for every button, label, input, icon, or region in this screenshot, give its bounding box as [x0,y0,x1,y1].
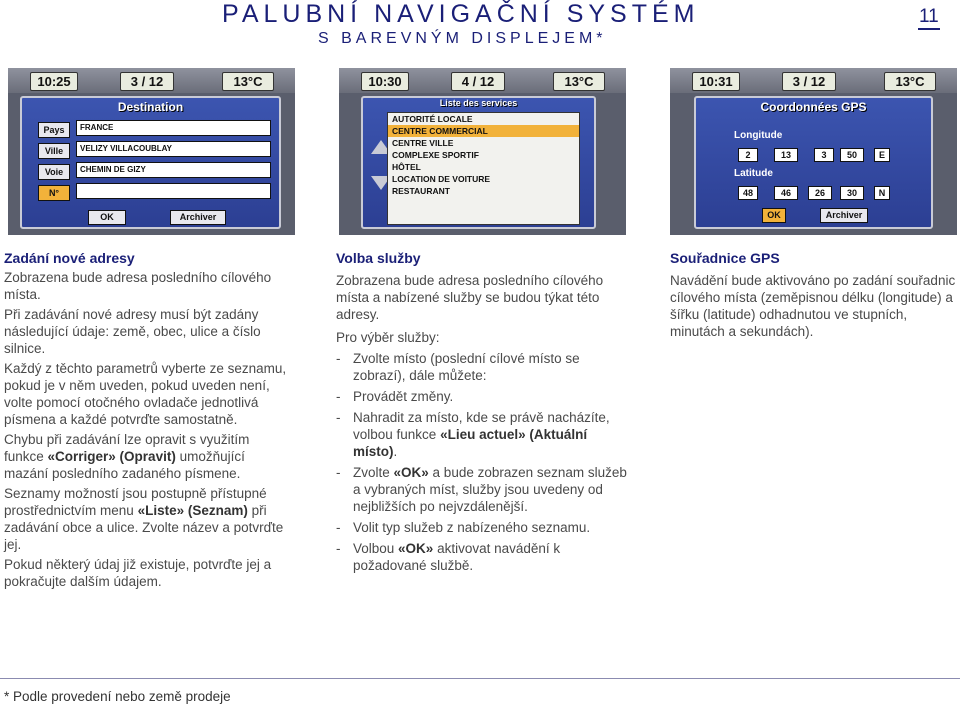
header-subtitle: S BAREVNÝM DISPLEJEM* [318,30,607,47]
list-item: - Zvolte místo (poslední cílové místo se zobrazí), dále můžete: [336,351,580,383]
temperature-display: 13°C [884,72,936,91]
longitude-hemisphere[interactable]: E [874,148,890,162]
steps-list [336,350,628,574]
ok-button[interactable]: OK [762,208,786,223]
column-new-address [4,250,290,590]
temperature-display: 13°C [553,72,605,91]
list-item[interactable]: AUTORITÉ LOCALE [392,114,473,124]
section-heading: Souřadnice GPS [670,250,780,266]
clock-display: 10:25 [30,72,78,91]
destination-panel [20,96,281,229]
country-label[interactable]: Pays [38,122,70,138]
longitude-fraction[interactable]: 50 [840,148,864,162]
header-title: PALUBNÍ NAVIGAČNÍ SYSTÉM [222,0,700,28]
latitude-fraction[interactable]: 30 [840,186,864,200]
longitude-seconds[interactable]: 3 [814,148,834,162]
latitude-degrees[interactable]: 48 [738,186,758,200]
list-item[interactable]: HÔTEL [392,162,421,172]
street-field[interactable]: CHEMIN DE GIZY [76,162,271,178]
temperature-display: 13°C [222,72,274,91]
longitude-label: Longitude [734,130,783,141]
longitude-degrees[interactable]: 2 [738,148,758,162]
panel-title: Destination [117,100,184,114]
latitude-hemisphere[interactable]: N [874,186,890,200]
list-item: - Nahradit za místo, kde se právě nacházíte, volbou funkce «Lieu actuel» (Aktuální místo). [336,410,610,459]
list-item: - Volbou «OK» aktivovat navádění k požadované službě. [336,541,561,573]
clock-display: 10:30 [361,72,409,91]
paragraph: Seznamy možností jsou postupně přístupné prostřednictvím menu «Liste» (Seznam) při zadávání obce a ulice. Zvolte název a potvrďte jej. [4,486,284,552]
page-number: 11 [918,6,940,30]
latitude-minutes[interactable]: 46 [774,186,798,200]
latitude-seconds[interactable]: 26 [808,186,832,200]
number-field[interactable] [76,183,271,199]
city-label[interactable]: Ville [38,143,70,159]
bold-term: «Corriger» (Opravit) [47,449,176,464]
list-item[interactable]: CENTRE VILLE [392,138,454,148]
paragraph: Zobrazena bude adresa posledního cílového místa. [4,270,272,302]
ok-button[interactable]: OK [88,210,126,225]
services-panel [361,96,596,229]
gps-screen [670,68,957,235]
date-display: 3 / 12 [120,72,174,91]
column-gps-coordinates [670,250,960,340]
panel-title: Coordonnées GPS [760,100,867,114]
list-item: - Provádět změny. [336,389,454,404]
destination-screen [8,68,295,235]
paragraph: Navádění bude aktivováno po zadání souřadnic cílového místa (zeměpisnou délku (longitude) a šířku (latitude) odhadnutou ve stupních, minutách a sekundách). [670,273,956,339]
column-service-selection [336,250,628,574]
list-item[interactable]: CENTRE COMMERCIAL [388,125,579,137]
country-field[interactable]: FRANCE [76,120,271,136]
number-label[interactable]: N° [38,185,70,201]
services-list [387,112,580,225]
archive-button[interactable]: Archiver [820,208,868,223]
latitude-label: Latitude [734,168,773,179]
clock-display: 10:31 [692,72,740,91]
paragraph: Při zadávání nové adresy musí být zadány následující údaje: země, obec, ulice a číslo silnice. [4,307,261,356]
list-item[interactable]: COMPLEXE SPORTIF [392,150,479,160]
footer-divider [0,678,960,679]
paragraph: Chybu při zadávání lze opravit s využitím funkce «Corriger» (Opravit) umožňující mazání posledního zadaného písmene. [4,432,250,481]
services-screen [339,68,626,235]
street-label[interactable]: Voie [38,164,70,180]
date-display: 3 / 12 [782,72,836,91]
archive-button[interactable]: Archiver [170,210,226,225]
list-item: - Zvolte «OK» a bude zobrazen seznam služeb a vybraných míst, služby jsou uvedeny od nejbližších po nejvzdálenější. [336,465,627,514]
paragraph: Pro výběr služby: [336,330,440,345]
city-field[interactable]: VELIZY VILLACOUBLAY [76,141,271,157]
footnote: * Podle provedení nebo země prodeje [4,689,231,704]
list-item: - Volit typ služeb z nabízeného seznamu. [336,520,591,535]
date-display: 4 / 12 [451,72,505,91]
panel-title: Liste des services [439,98,518,108]
paragraph: Zobrazena bude adresa posledního cílového místa a nabízené služby se budou týkat této adresy. [336,273,604,322]
section-heading: Volba služby [336,250,421,266]
longitude-minutes[interactable]: 13 [774,148,798,162]
paragraph: Každý z těchto parametrů vyberte ze seznamu, pokud je v něm uveden, pokud uveden není, volte pomocí otočného ovladače jednotlivá písmena a každé potvrďte samostatně. [4,361,287,427]
bold-term: «Liste» (Seznam) [137,503,248,518]
list-item[interactable]: LOCATION DE VOITURE [392,174,491,184]
list-item[interactable]: RESTAURANT [392,186,450,196]
gps-panel [694,96,933,229]
section-heading: Zadání nové adresy [4,250,135,266]
paragraph: Pokud některý údaj již existuje, potvrďte jej a pokračujte dalším údajem. [4,557,272,589]
